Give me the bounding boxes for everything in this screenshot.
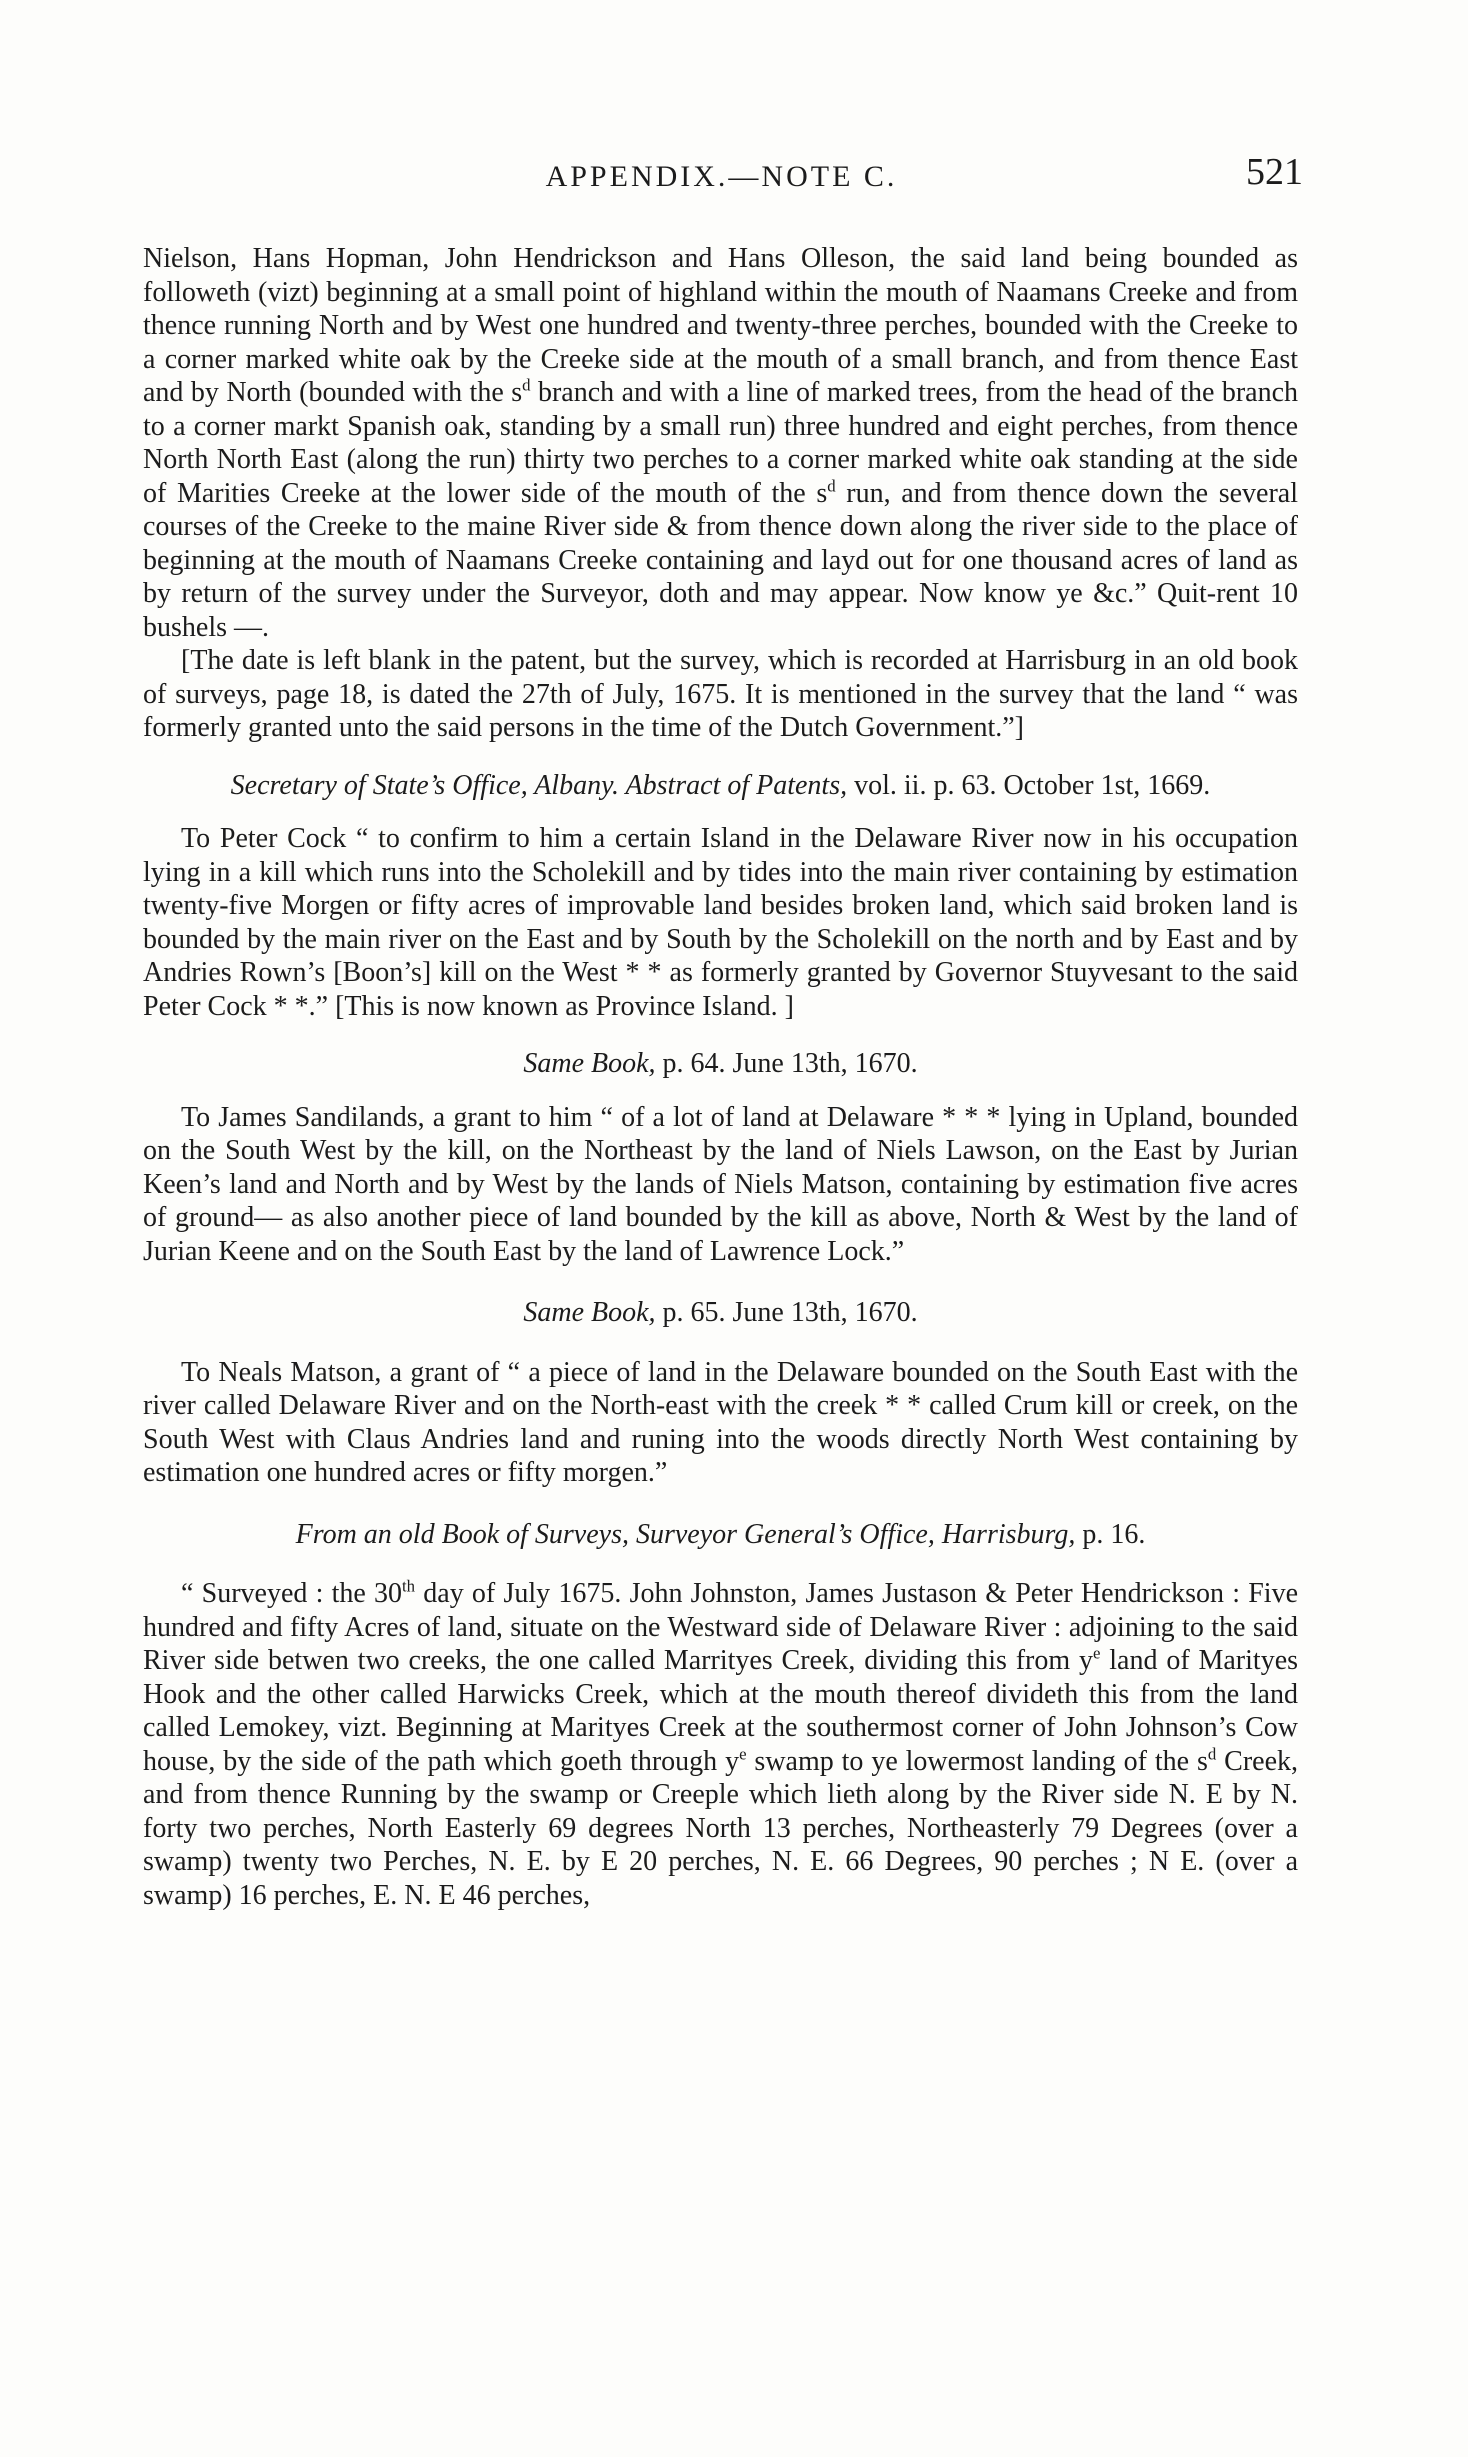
heading-secretary-of-state: Secretary of State’s Office, Albany. Abstract of Patents, vol. ii. p. 63. October 1st, 1669. [230, 769, 1211, 801]
paragraph-date-note: [The date is left blank in the patent, but the survey, which is recorded at Harrisburg in an old book of surveys, page 18, is dated the 27th of July, 1675. It is mentioned in the survey that the land “ was formerly granted unto the said persons in the time of the Dutch Government.”] [143, 645, 1298, 743]
page-header [140, 150, 1303, 210]
heading-same-book-p64: Same Book, p. 64. June 13th, 1670. [523, 1048, 918, 1079]
running-head: APPENDIX.—NOTE C. [545, 160, 898, 193]
heading-old-book-of-surveys: From an old Book of Surveys, Surveyor General’s Office, Harrisburg, p. 16. [295, 1518, 1146, 1550]
paragraph-neals-matson: To Neals Matson, a grant of “ a piece of land in the Delaware bounded on the South East with the river called Delaware River and on the North-east with the creek * * called Crum kill or creek, on the South West with Claus Andries land and runing into the woods directly North West containing by estimation one hundred acres or fifty morgen.” [143, 1356, 1298, 1488]
body-text [143, 242, 1298, 1912]
paragraph-james-sandilands: To James Sandilands, a grant to him “ of a lot of land at Delaware * * * lying in Upland, bounded on the South West by the kill, on the Northeast by the land of Niels Lawson, on the East by Jurian Keen’s land and North and by West by the lands of Niels Matson, containing by estimation five acres of ground— as also another piece of land bounded by the kill as above, North & West by the land of Jurian Keene and on the South East by the land of Lawrence Lock.” [143, 1101, 1298, 1267]
paragraph-patent-continuation: Nielson, Hans Hopman, John Hendrickson and Hans Olleson, the said land being bounded as followeth (vizt) beginning at a small point of highland within the mouth of Naamans Creeke and from thence running North and by West one hundred and twenty-three perches, bounded with the Creeke to a corner marked white oak by the Creeke side at the mouth of a small branch, and from thence East and by North (bounded with the $s^d$ branch and with a line of marked trees, from the head of the branch to a corner markt Spanish oak, standing by a small run) three hundred and eight perches, from thence North North East (along the run) thirty two perches to a corner marked white oak standing at the side of Marities Creeke at the lower side of the mouth of the $s^d$ run, and from thence down the several courses of the Creeke to the maine River side & from thence down along the river side to the place of beginning at the mouth of Naamans Creeke containing and layd out for one thousand acres of land as by return of the survey under the Surveyor, doth and may appear. Now know ye &c.” Quit-rent 10 bushels —. [143, 243, 1299, 643]
heading-same-book-p65: Same Book, p. 65. June 13th, 1670. [523, 1297, 918, 1328]
paragraph-peter-cock: To Peter Cock “ to confirm to him a certain Island in the Delaware River now in his occupation lying in a kill which runs into the Scholekill and by tides into the main river containing by estimation twenty-five Morgen or fifty acres of improvable land besides broken land, which said broken land is bounded by the main river on the East and by South by the Scholekill on the north and by East and by Andries Rown’s [Boon’s] kill on the West * * as formerly granted by Governor Stuyvesant to the said Peter Cock * *.” [This is now known as Province Island. ] [143, 823, 1298, 1022]
paragraph-survey-johnston: “ Surveyed : the 30th day of July 1675. John Johnston, James Justason & Peter Hendrickson : Five hundred and fifty Acres of land, situate on the Westward side of Delaware River : adjoining to the said River side betwen two creeks, the one called Marrityes Creek, dividing this from $y^e$ land of Marityes Hook and the other called Harwicks Creek, which at the mouth thereof divideth this from the land called Lemokey, vizt. Beginning at Marityes Creek at the southermost corner of John Johnson’s Cow house, by the side of the path which goeth through $y^e$ swamp to ye lowermost landing of the $s^d$ Creek, and from thence Running by the swamp or Creeple which lieth along by the River side N. E by N. forty two perches, North Easterly 69 degrees North 13 perches, Northeasterly 79 Degrees (over a swamp) twenty two Perches, N. E. by E 20 perches, N. E. 66 Degrees, 90 perches ; N E. (over a swamp) 16 perches, E. N. E 46 perches, [143, 1576, 1299, 1911]
page-number: 521 [1246, 151, 1303, 193]
